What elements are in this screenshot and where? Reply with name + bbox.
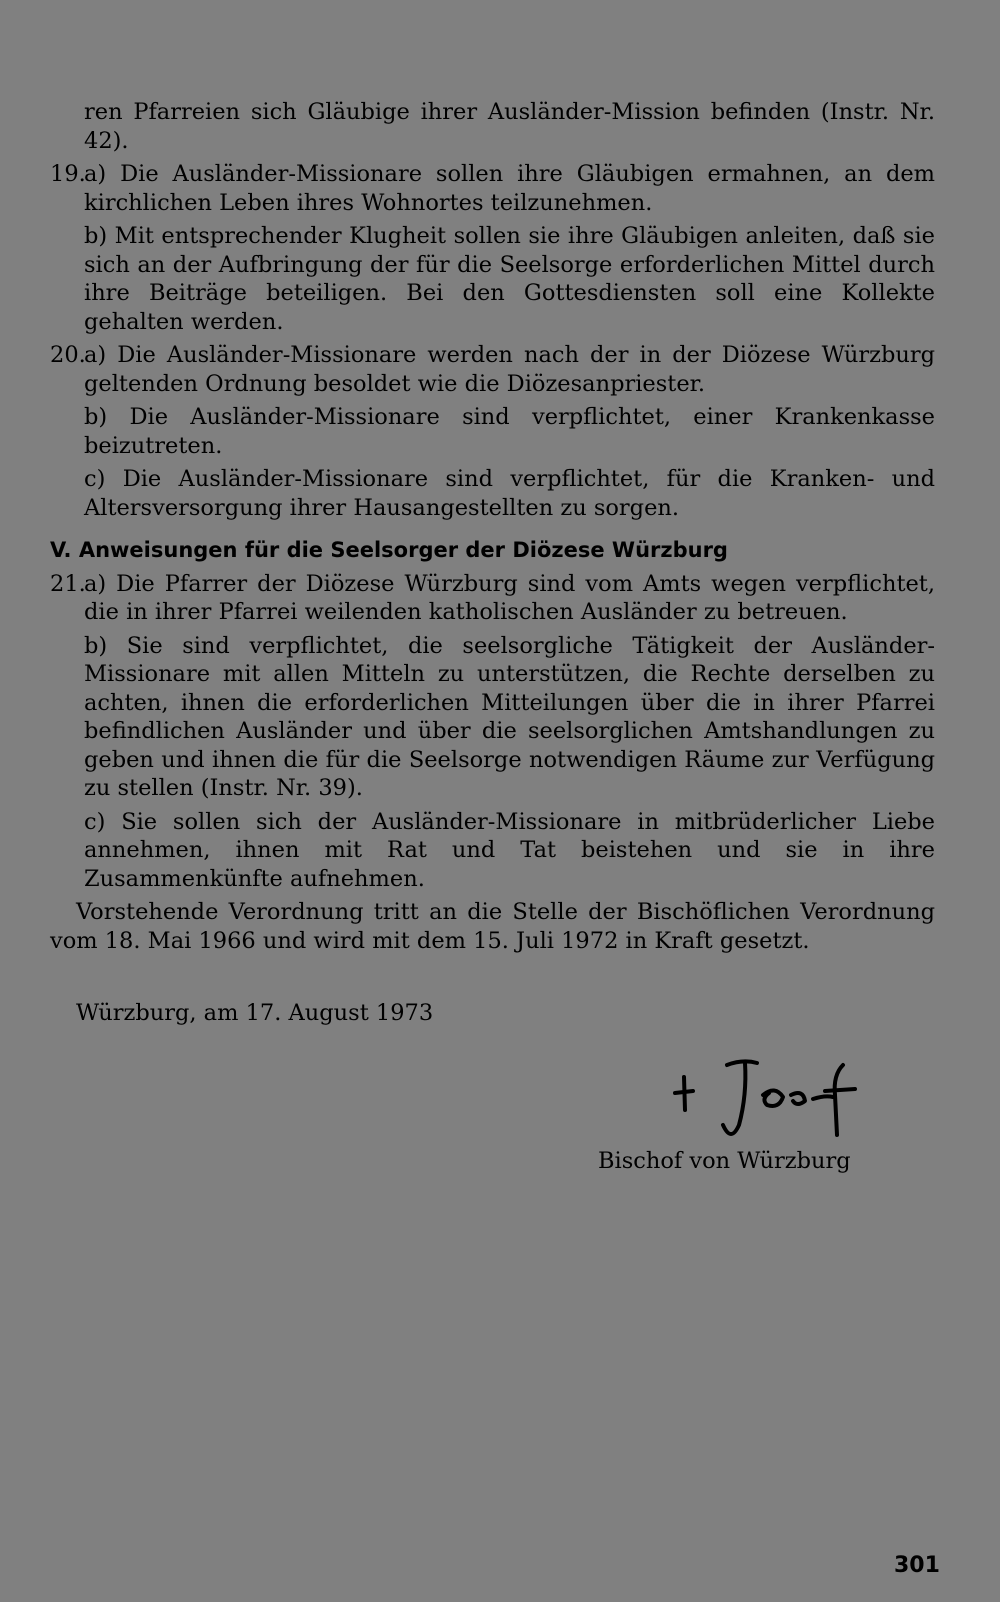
closing-paragraph: Vorstehende Verordnung tritt an die Stelle der Bischöflichen Verordnung vom 18. Mai 1966 und wird mit dem 15. Juli 1972 in Kraft gesetzt. <box>50 899 935 954</box>
section-heading-v: V. Anweisungen für die Seelsorger der Diözese Würzburg <box>50 538 728 562</box>
paragraph-21c: c) Sie sollen sich der Ausländer-Missionare in mitbrüderlicher Liebe annehmen, ihnen mit Rat und Tat beistehen und sie in ihre Zusammenkünfte aufnehmen. <box>84 808 935 892</box>
place-date: Würzburg, am 17. August 1973 <box>76 1000 434 1026</box>
paragraph-20b: b) Die Ausländer-Missionare sind verpflichtet, einer Krankenkasse beizutreten. <box>84 404 935 459</box>
paragraph-20c: c) Die Ausländer-Missionare sind verpflichtet, für die Kranken- und Altersversorgung ihrer Hausangestellten zu sorgen. <box>84 466 935 521</box>
paragraph-21a <box>50 570 935 627</box>
paragraph-continuation: ren Pfarreien sich Gläubige ihrer Ausländer-Mission befinden (Instr. Nr. 42). <box>84 99 935 154</box>
paragraph-19a <box>50 160 935 217</box>
signer-title: Bischof von Würzburg <box>598 1148 851 1174</box>
paragraph-19a-text: a) Die Ausländer-Missionare sollen ihre Gläubigen ermahnen, an dem kirchlichen Leben ihres Wohnortes teilzunehmen. <box>84 161 935 216</box>
paragraph-20a <box>50 341 935 398</box>
page-number: 301 <box>894 1553 940 1578</box>
item-number-20: 20. <box>50 342 86 368</box>
item-number-21: 21. <box>50 570 86 597</box>
item-number-19: 19. <box>50 161 86 187</box>
body-text <box>50 98 935 1028</box>
handwritten-signature <box>665 1055 875 1145</box>
paragraph-19b: b) Mit entsprechender Klugheit sollen sie ihre Gläubigen anleiten, daß sie sich an der Aufbringung der für die Seelsorge erforderlichen Mittel durch ihre Beiträge beteiligen. Bei den Gottesdiensten soll eine Kollekte gehalten werden. <box>84 223 935 335</box>
paragraph-21b: b) Sie sind verpflichtet, die seelsorgliche Tätigkeit der Ausländer-Missionare mit allen Mitteln zu unterstützen, die Rechte derselben zu achten, ihnen die erforderlichen Mitteilungen über die in ihrer Pfarrei befindlichen Ausländer und über die seelsorglichen Amtshandlungen zu geben und ihnen die für die Seelsorge notwendigen Räume zur Verfügung zu stellen (Instr. Nr. 39). <box>84 632 935 801</box>
paragraph-21a-text: a) Die Pfarrer der Diözese Würzburg sind vom Amts wegen verpflichtet, die in ihrer Pfarrei weilenden katholischen Ausländer zu betreuen. <box>84 570 935 625</box>
paragraph-20a-text: a) Die Ausländer-Missionare werden nach der in der Diözese Würzburg geltenden Ordnung besoldet wie die Diözesanpriester. <box>84 342 935 397</box>
